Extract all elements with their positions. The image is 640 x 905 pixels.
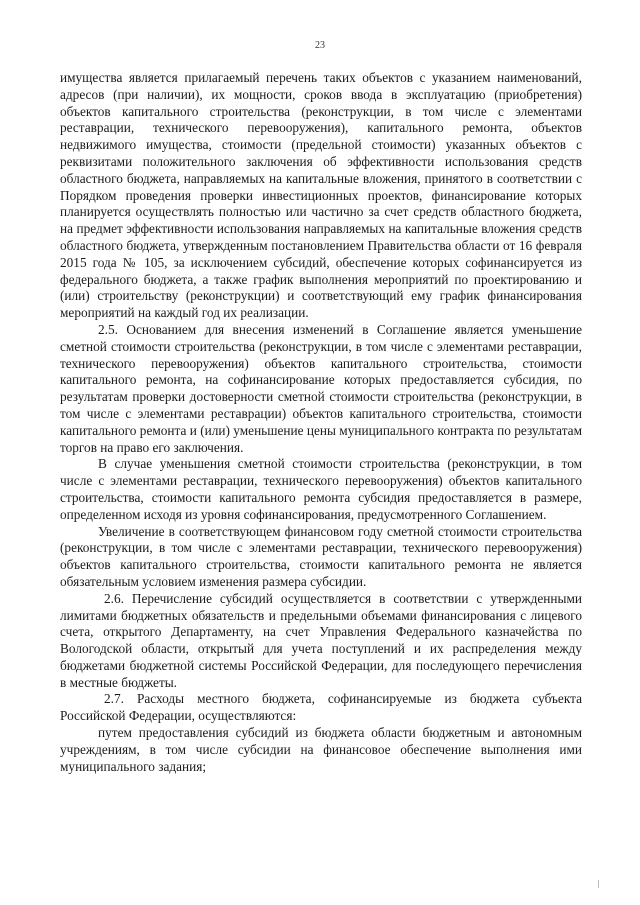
paragraph-continuation: имущества является прилагаемый перечень таких объектов с указанием наименований, адресов (при наличии), их мощности, сроков ввода в эксплуатацию (приобретения) объектов капитального строительства (реконструкции, в том числе с элементами реставрации, технического перевооружения), капитального ремонта, объектов недвижимого имущества, стоимости (предельной стоимости) указанных объектов с реквизитами положительного заключения об эффективности использования средств областного бюджета, направляемых на капитальные вложения, принятого в соответствии с Порядком проведения проверки инвестиционных проектов, финансирование которых планируется осуществлять полностью или частично за счет средств областного бюджета, на предмет эффективности использования направляемых на капитальные вложения средств областного бюджета, утвержденным постановлением Правительства области от 16 февраля 2015 года № 105, за исключением субсидий, обеспечение которых софинансируется из федерального бюджета, а также график выполнения мероприятий по проектированию и (или) строительству (реконструкции) и соответствующий ему график финансирования мероприятий на каждый год их реализации. <box>60 70 582 321</box>
paragraph-2-7-item: путем предоставления субсидий из бюджета области бюджетным и автономным учреждениям, в том числе субсидии на финансовое обеспечение выполнения ими муниципального задания; <box>60 725 582 774</box>
paragraph-increase-case: Увеличение в соответствующем финансовом году сметной стоимости строительства (реконструкции, в том числе с элементами реставрации, технического перевооружения) объектов капитального строительства, стоимости капитального ремонта не является обязательным условием изменения размера субсидии. <box>60 523 582 589</box>
document-body <box>60 70 582 775</box>
page-number: 23 <box>315 40 325 51</box>
paragraph-2-5: 2.5. Основанием для внесения изменений в Соглашение является уменьшение сметной стоимости строительства (реконструкции, в том числе с элементами реставрации, технического перевооружения) объектов капитального строительства, стоимости капитального ремонта, на софинансирование которых предоставляется субсидия, по результатам проверки достоверности сметной стоимости строительства (реконструкции, в том числе с элементами реставрации) объектов капитального строительства, стоимости капитального ремонта и (или) уменьшение цены муниципального контракта по результатам торгов на право его заключения. <box>60 321 582 455</box>
paragraph-2-7: 2.7. Расходы местного бюджета, софинансируемые из бюджета субъекта Российской Федерации, осуществляются: <box>60 691 582 724</box>
scan-mark <box>598 880 599 888</box>
paragraph-decrease-case: В случае уменьшения сметной стоимости строительства (реконструкции, в том числе с элементами реставрации, технического перевооружения) объектов капитального строительства, стоимости капитального ремонта субсидия предоставляется в размере, определенном исходя из уровня софинансирования, предусмотренного Соглашением. <box>60 456 582 522</box>
paragraph-2-6: 2.6. Перечисление субсидий осуществляется в соответствии с утвержденными лимитами бюджетных обязательств и предельными объемами финансирования с лицевого счета, открытого Департаменту, на счет Управления Федерального казначейства по Вологодской области, открытый для учета поступлений и их распределения между бюджетами бюджетной системы Российской Федерации, для последующего перечисления в местные бюджеты. <box>60 590 582 690</box>
